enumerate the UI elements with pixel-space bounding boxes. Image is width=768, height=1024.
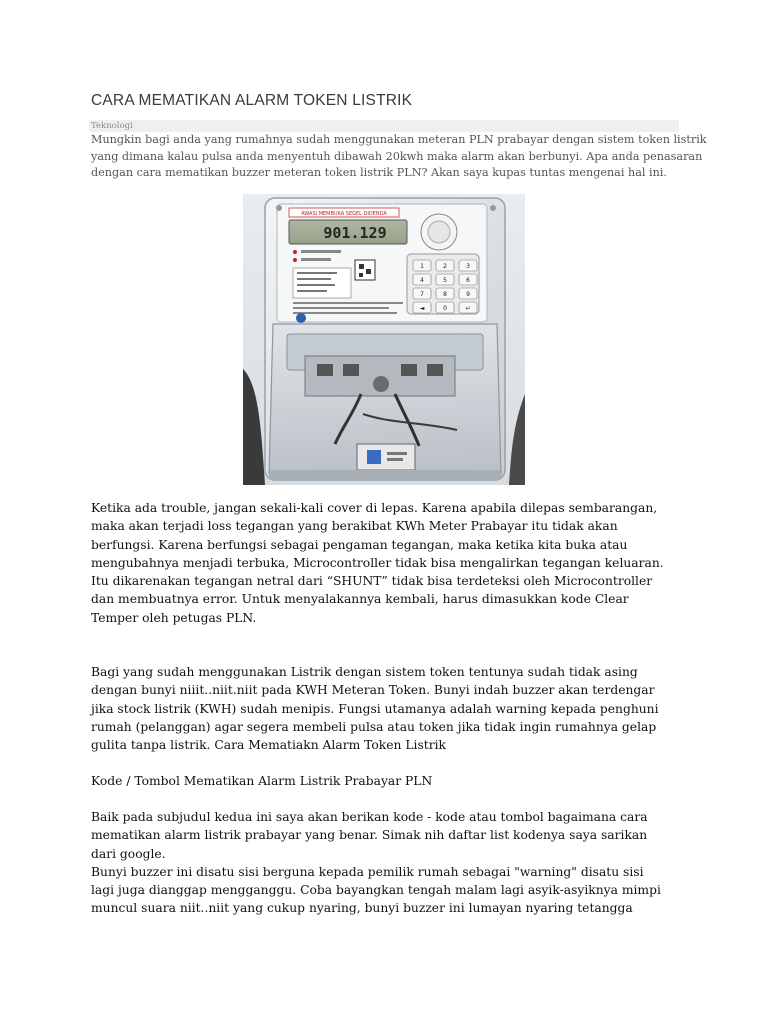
category-label: Teknologi xyxy=(91,121,133,131)
keypad-key-label: 4 xyxy=(420,277,424,284)
intro-paragraph xyxy=(91,132,707,182)
text-line: Bunyi buzzer ini disatu sisi berguna kepada pemilik rumah sebagai "warning" disatu sisi xyxy=(91,864,644,879)
keypad-key-label: 3 xyxy=(466,263,470,270)
text-line: dari google. xyxy=(91,846,166,861)
text-line: muncul suara niit..niit yang cukup nyaring, bunyi buzzer ini lumayan nyaring tetangga xyxy=(91,901,633,916)
keypad-key-label: 0 xyxy=(443,305,447,312)
keypad-key-label: 9 xyxy=(466,291,470,298)
text-line: berfungsi. Karena berfungsi sebagai pengaman tegangan, maka ketika kita buka atau xyxy=(91,537,628,552)
intro-line: Mungkin bagi anda yang rumahnya sudah menggunakan meteran PLN prabayar dengan sistem token listrik xyxy=(91,133,707,146)
text-line: Ketika ada trouble, jangan sekali-kali cover di lepas. Karena apabila dilepas sembarangan, xyxy=(91,501,658,515)
text-line: dan membuatnya error. Untuk menyalakannya kembali, harus dimasukkan kode Clear xyxy=(91,592,629,607)
paragraph-2 xyxy=(91,663,691,754)
intro-line: yang dimana kalau pulsa anda menyentuh dibawah 20kwh maka alarm akan berbunyi. Apa anda penasaran xyxy=(91,149,703,163)
paragraph-1 xyxy=(91,499,691,627)
keypad-key-label: 7 xyxy=(420,291,424,298)
text-line: rumah (pelanggan) agar segera membeli pulsa atau token jika tidak ingin rumahnya gelap xyxy=(91,719,657,734)
page-title: CARA MEMATIKAN ALARM TOKEN LISTRIK xyxy=(91,92,413,109)
text-line: Bagi yang sudah menggunakan Listrik dengan sistem token tentunya sudah tidak asing xyxy=(91,665,638,679)
text-line: Itu dikarenakan tegangan netral dari “SHUNT” tidak bisa terdeteksi oleh Microcontroller xyxy=(91,574,653,589)
text-line: gulita tanpa listrik. Cara Mematiakn Alarm Token Listrik xyxy=(91,738,446,753)
keypad-key-label: ◄ xyxy=(419,305,425,312)
text-line: jika stock listrik (KWH) sudah menipis. Fungsi utamanya adalah warning kepada penghuni xyxy=(91,701,659,716)
keypad-key-label: 2 xyxy=(443,263,447,270)
keypad-key-label: 5 xyxy=(443,277,447,284)
text-line: Baik pada subjudul kedua ini saya akan berikan kode - kode atau tombol bagaimana cara xyxy=(91,810,648,824)
keypad-key-label: ↵ xyxy=(465,305,471,312)
category-bar xyxy=(89,120,679,132)
paragraph-3 xyxy=(91,808,691,918)
text-line: lagi juga dianggap mengganggu. Coba bayangkan tengah malam lagi asyik-asyiknya mimpi xyxy=(91,883,661,898)
keypad-key-label: 8 xyxy=(443,291,447,298)
meter-label: AWASI MEMBUKA SEGEL DIDENDA xyxy=(301,211,387,217)
text-line: maka akan terjadi loss tegangan yang berakibat KWh Meter Prabayar itu tidak akan xyxy=(91,519,618,534)
meter-photo xyxy=(243,194,525,485)
keypad-key-label: 6 xyxy=(466,277,470,284)
intro-line: dengan cara mematikan buzzer meteran token listrik PLN? Akan saya kupas tuntas mengenai hal ini. xyxy=(91,166,667,179)
text-line: mengubahnya menjadi terbuka, Microcontroller tidak bisa mengalirkan tegangan keluaran. xyxy=(91,555,664,570)
text-line: dengan bunyi niiit..niit.niit pada KWH Meteran Token. Bunyi indah buzzer akan terdengar xyxy=(91,683,655,698)
lcd-reading: 901.129 xyxy=(323,224,387,242)
text-line: mematikan alarm listrik prabayar yang benar. Simak nih daftar list kodenya saya sarikan xyxy=(91,828,648,843)
keypad-key-label: 1 xyxy=(420,263,424,270)
section-subheading xyxy=(91,772,691,790)
subheading-text: Kode / Tombol Mematikan Alarm Listrik Prabayar PLN xyxy=(91,774,433,788)
text-line: Temper oleh petugas PLN. xyxy=(91,610,257,625)
